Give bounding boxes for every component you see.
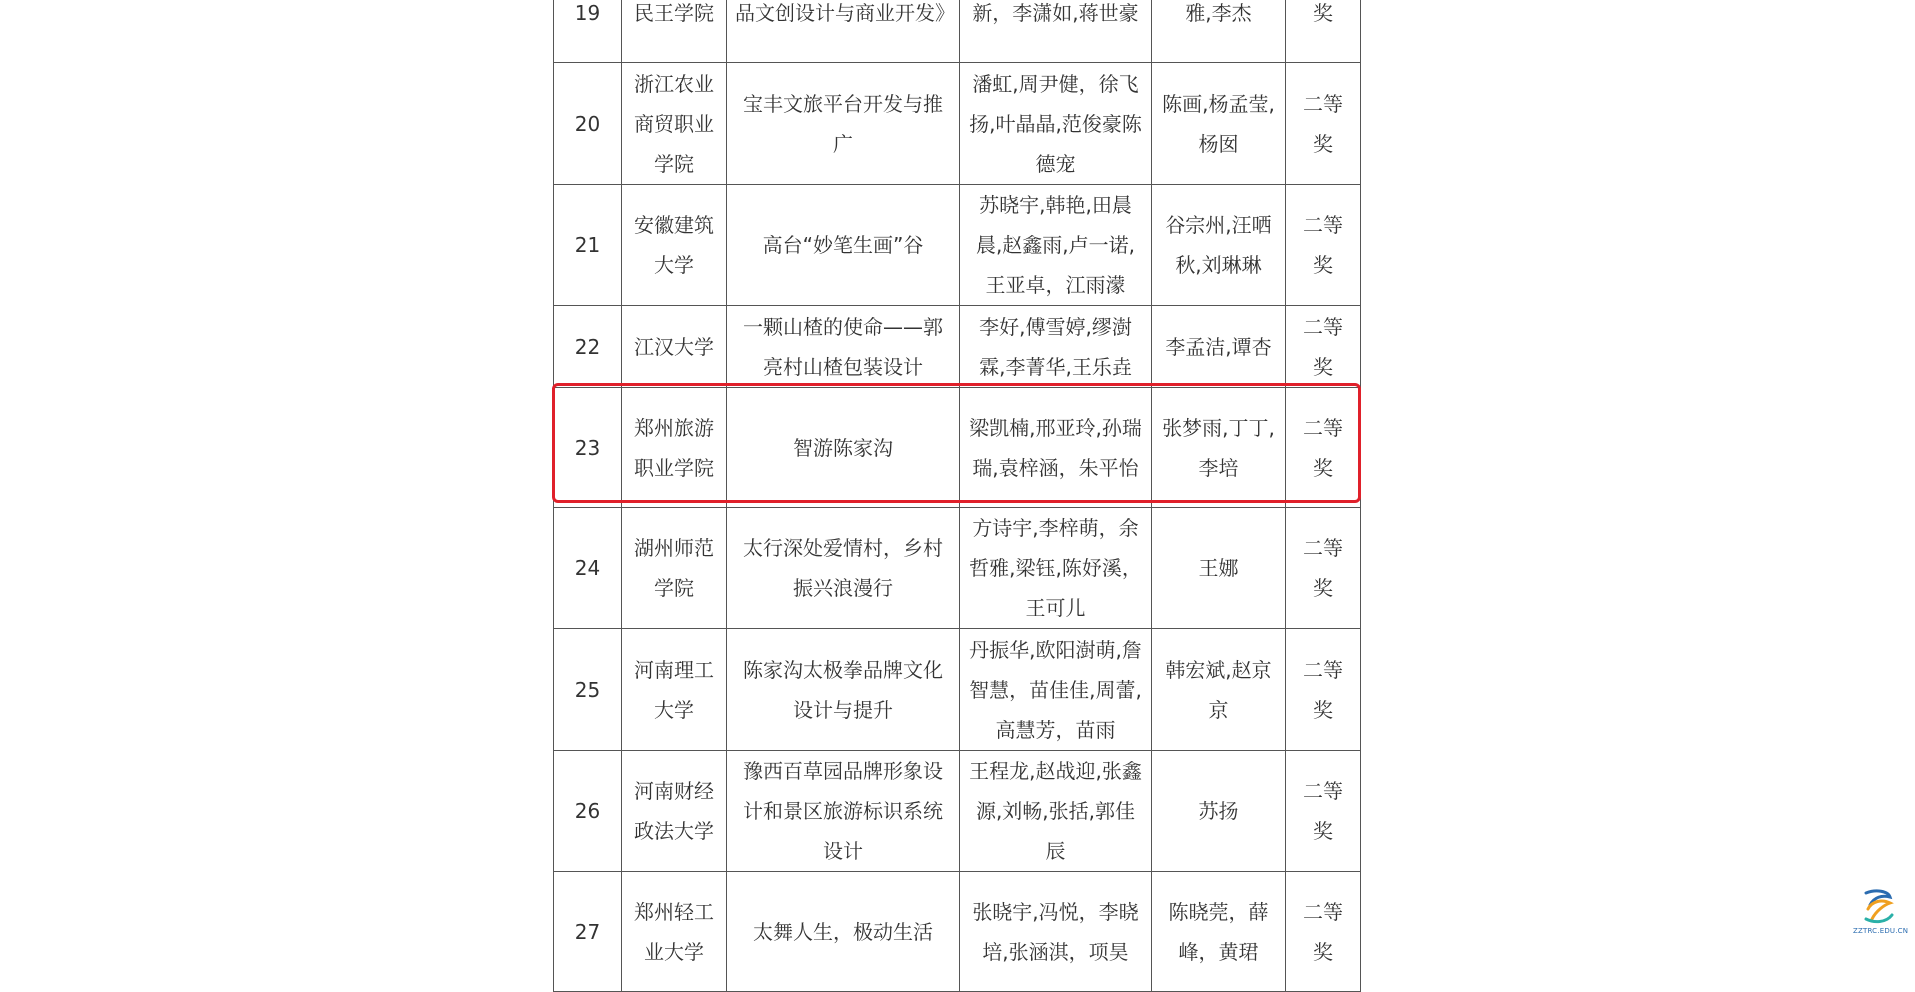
project-cell: 太行深处爱情村，乡村振兴浪漫行 (727, 508, 960, 629)
advisors-cell: 李孟洁,谭杏 (1152, 306, 1286, 388)
table-row (554, 751, 1361, 872)
project-cell: 品文创设计与商业开发》 (727, 0, 960, 63)
project-cell: 陈家沟太极拳品牌文化设计与提升 (727, 629, 960, 751)
school-cell: 浙江农业商贸职业学院 (622, 63, 727, 185)
advisors-cell: 谷宗州,汪哂秋,刘琳琳 (1152, 185, 1286, 306)
advisors-cell: 王娜 (1152, 508, 1286, 629)
school-cell: 郑州旅游职业学院 (622, 388, 727, 508)
row-number: 24 (554, 508, 622, 629)
students-cell: 王程龙,赵战迎,张鑫源,刘畅,张括,郭佳辰 (960, 751, 1152, 872)
project-cell: 太舞人生，极动生活 (727, 872, 960, 992)
row-number: 22 (554, 306, 622, 388)
students-cell: 丹振华,欧阳澍萌,詹智慧，苗佳佳,周蕾,高慧芳，苗雨 (960, 629, 1152, 751)
students-cell: 李好,傅雪婷,缪澍霖,李菁华,王乐垚 (960, 306, 1152, 388)
award-cell: 二等奖 (1286, 508, 1361, 629)
watermark (1853, 887, 1909, 947)
row-number: 25 (554, 629, 622, 751)
advisors-cell: 陈画,杨孟莹,杨囡 (1152, 63, 1286, 185)
project-cell: 宝丰文旅平台开发与推广 (727, 63, 960, 185)
table-row (554, 63, 1361, 185)
awards-table (553, 0, 1361, 992)
table-row (554, 629, 1361, 751)
students-cell: 潘虹,周尹健，徐飞扬,叶晶晶,范俊豪陈德宠 (960, 63, 1152, 185)
award-cell: 二等奖 (1286, 629, 1361, 751)
row-number: 19 (554, 0, 622, 63)
award-cell: 二等奖 (1286, 751, 1361, 872)
project-cell: 豫西百草园品牌形象设计和景区旅游标识系统设计 (727, 751, 960, 872)
row-number: 20 (554, 63, 622, 185)
table-row (554, 508, 1361, 629)
award-cell: 二等奖 (1286, 63, 1361, 185)
zztrc-logo-icon (1860, 887, 1896, 927)
award-cell: 二等奖 (1286, 872, 1361, 992)
project-cell: 高台“妙笔生画”谷 (727, 185, 960, 306)
advisors-cell: 韩宏斌,赵京京 (1152, 629, 1286, 751)
row-number: 21 (554, 185, 622, 306)
students-cell: 新，李潇如,蒋世豪 (960, 0, 1152, 63)
watermark-text: ZZTRC.EDU.CN (1853, 927, 1909, 935)
school-cell: 河南财经政法大学 (622, 751, 727, 872)
project-cell: 智游陈家沟 (727, 388, 960, 508)
table-row (554, 185, 1361, 306)
school-cell: 安徽建筑大学 (622, 185, 727, 306)
row-number: 26 (554, 751, 622, 872)
table-row (554, 0, 1361, 63)
table-row (554, 388, 1361, 508)
school-cell: 河南理工大学 (622, 629, 727, 751)
students-cell: 张晓宇,冯悦，李晓培,张涵淇，项昊 (960, 872, 1152, 992)
school-cell: 民王学院 (622, 0, 727, 63)
advisors-cell: 雅,李杰 (1152, 0, 1286, 63)
advisors-cell: 苏扬 (1152, 751, 1286, 872)
students-cell: 梁凯楠,邢亚玲,孙瑞瑞,袁梓涵，朱平怡 (960, 388, 1152, 508)
award-cell: 二等奖 (1286, 388, 1361, 508)
school-cell: 郑州轻工业大学 (622, 872, 727, 992)
students-cell: 苏晓宇,韩艳,田晨晨,赵鑫雨,卢一诺,王亚卓，江雨濛 (960, 185, 1152, 306)
school-cell: 江汉大学 (622, 306, 727, 388)
advisors-cell: 张梦雨,丁丁,李培 (1152, 388, 1286, 508)
award-cell: 奖 (1286, 0, 1361, 63)
row-number: 27 (554, 872, 622, 992)
award-cell: 二等奖 (1286, 185, 1361, 306)
table-row (554, 872, 1361, 992)
table-row (554, 306, 1361, 388)
school-cell: 湖州师范学院 (622, 508, 727, 629)
students-cell: 方诗宇,李梓萌，余哲雅,梁钰,陈妤溪，王可儿 (960, 508, 1152, 629)
advisors-cell: 陈晓莞，薛峰，黄珺 (1152, 872, 1286, 992)
project-cell: 一颗山楂的使命——郭亮村山楂包装设计 (727, 306, 960, 388)
award-cell: 二等奖 (1286, 306, 1361, 388)
row-number: 23 (554, 388, 622, 508)
